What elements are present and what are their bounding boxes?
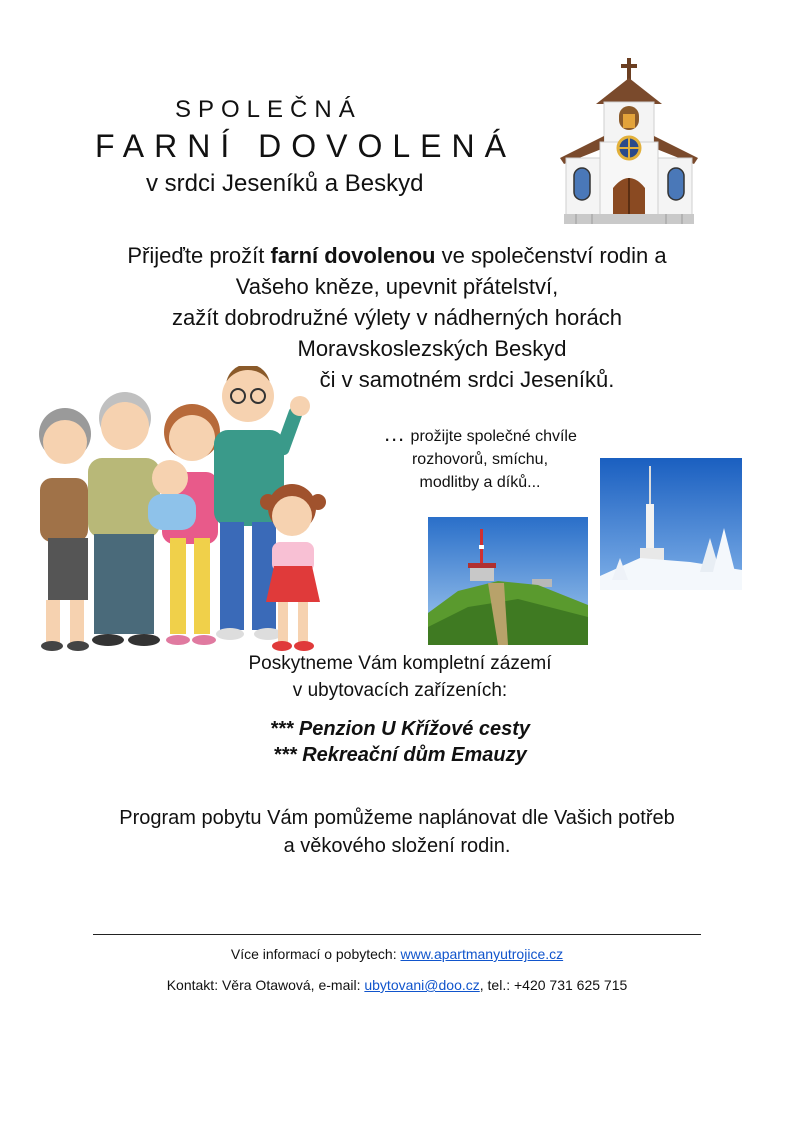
lodging-list bbox=[150, 716, 650, 768]
email-link[interactable]: ubytovani@doo.cz bbox=[364, 977, 480, 993]
program-line-2: a věkového složení rodin. bbox=[283, 835, 511, 857]
footer-contact: Kontakt: Věra Otawová, e-mail: ubytovani@doo.cz, tel.: +420 731 625 715 bbox=[166, 977, 628, 993]
moments-line-1: … prožijte společné chvíle bbox=[383, 421, 577, 446]
program-paragraph bbox=[60, 804, 734, 860]
moments-line-3: modlitby a díků... bbox=[419, 474, 541, 491]
provide-line-2: v ubytovacích zařízeních: bbox=[292, 680, 508, 701]
moments-line-2: rozhovorů, smíchu, bbox=[411, 451, 549, 468]
title-line-2: FARNÍ DOVOLENÁ bbox=[95, 128, 516, 164]
intro-line-5: či v samotném srdci Jeseníků. bbox=[319, 367, 615, 392]
provide-line-1: Poskytneme Vám kompletní zázemí bbox=[248, 653, 552, 674]
intro-bold: farní dovolenou bbox=[270, 243, 436, 268]
title-line-3: v srdci Jeseníků a Beskyd bbox=[146, 170, 424, 197]
family-illustration bbox=[30, 366, 335, 658]
title-line-1: SPOLEČNÁ bbox=[175, 96, 362, 123]
moments-paragraph bbox=[330, 422, 630, 494]
winter-tower-photo bbox=[600, 458, 742, 590]
provide-paragraph bbox=[140, 650, 660, 704]
website-link[interactable]: www.apartmanyutrojice.cz bbox=[400, 946, 564, 962]
intro-line-3: zažít dobrodružné výlety v nádherných horách bbox=[171, 305, 623, 330]
mountain-tower-photo bbox=[428, 517, 588, 645]
lodging-item-emauzy: *** Rekreační dům Emauzy bbox=[273, 744, 527, 766]
intro-line-4: Moravskoslezských Beskyd bbox=[297, 336, 567, 361]
intro-line-1: Přijeďte prožít farní dovolenou ve společenství rodin a bbox=[127, 243, 667, 268]
intro-line-2: Vašeho kněze, upevnit přátelství, bbox=[235, 274, 559, 299]
church-icon bbox=[556, 56, 702, 228]
lodging-item-penzion: *** Penzion U Křížové cesty bbox=[269, 718, 531, 740]
program-line-1: Program pobytu Vám pomůžeme naplánovat dle Vašich potřeb bbox=[119, 807, 675, 829]
footer-divider bbox=[93, 934, 701, 935]
footer-info: Více informací o pobytech: www.apartmanyutrojice.cz bbox=[230, 946, 564, 962]
